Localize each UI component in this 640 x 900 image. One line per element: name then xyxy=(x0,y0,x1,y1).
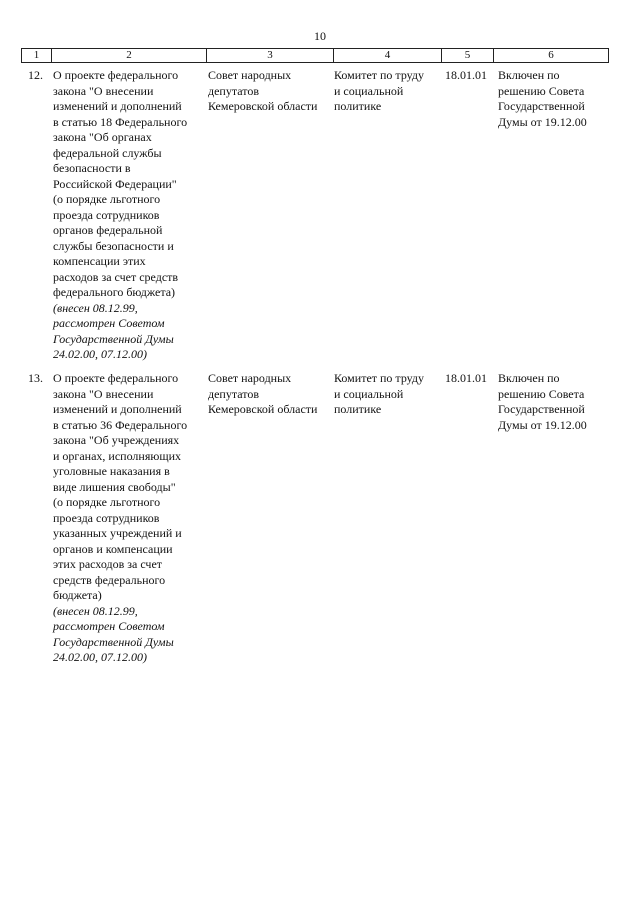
entry-date: 18.01.01 xyxy=(445,68,487,82)
bill-title-line: федеральной службы xyxy=(53,145,162,160)
bill-title-line: (о порядке льготного xyxy=(53,495,161,509)
bill-title-line: федерального бюджета) xyxy=(53,285,176,299)
bill-title-line: (о порядке льготного xyxy=(53,192,161,206)
entry-status-line: Включен по xyxy=(498,68,560,82)
committee-line: политике xyxy=(334,402,382,416)
bill-title-line: виде лишения свободы" xyxy=(53,479,176,494)
bill-author-line: депутатов xyxy=(208,386,260,401)
entry-status-line: решению Совета xyxy=(498,83,585,98)
bill-title xyxy=(53,68,203,363)
bill-title-line: в статью 18 Федерального xyxy=(53,114,188,129)
table-header xyxy=(21,48,609,63)
bill-title-line: Российской Федерации" xyxy=(53,176,177,191)
entry-status-line: Государственной xyxy=(498,402,585,416)
committee xyxy=(334,68,439,115)
committee-line: и социальной xyxy=(334,386,404,401)
bill-title-line: О проекте федерального xyxy=(53,68,179,82)
bill-note-line: (внесен 08.12.99, xyxy=(53,603,138,618)
bill-title-line: органов и компенсации xyxy=(53,541,173,556)
bill-note-line: Государственной Думы xyxy=(53,634,174,649)
bill-title-line: проезда сотрудников xyxy=(53,207,160,222)
bill-note-line: рассмотрен Советом xyxy=(53,316,165,330)
bill-author xyxy=(208,371,330,418)
bill-title-line: закона "О внесении xyxy=(53,386,154,401)
bill-title-line: закона "Об органах xyxy=(53,130,152,144)
entry-status xyxy=(498,371,610,433)
committee xyxy=(334,371,439,418)
header-col-4: 4 xyxy=(333,49,441,62)
entry-number: 12. xyxy=(28,68,43,82)
entry-status-line: Включен по xyxy=(498,371,560,385)
committee-line: политике xyxy=(334,99,382,113)
page-number: 10 xyxy=(314,29,326,43)
bill-note-line: (внесен 08.12.99, xyxy=(53,300,138,315)
header-col-3: 3 xyxy=(206,49,333,62)
header-col-1: 1 xyxy=(33,49,40,61)
bill-title-line: органов федеральной xyxy=(53,223,163,237)
header-col-2: 2 xyxy=(51,49,206,62)
committee-line: Комитет по труду xyxy=(334,371,425,385)
bill-title xyxy=(53,371,203,666)
bill-title-line: средств федерального xyxy=(53,572,166,587)
entry-status xyxy=(498,68,610,130)
bill-author-line: Совет народных xyxy=(208,68,292,82)
bill-author xyxy=(208,68,330,115)
bill-title-line: изменений и дополнений xyxy=(53,99,182,113)
bill-title-line: изменений и дополнений xyxy=(53,402,182,416)
bill-title-line: и органах, исполняющих xyxy=(53,448,181,463)
bill-title-line: в статью 36 Федерального xyxy=(53,417,188,432)
bill-title-line: О проекте федерального xyxy=(53,371,179,385)
bill-title-line: бюджета) xyxy=(53,588,102,602)
bill-note-line: рассмотрен Советом xyxy=(53,619,165,633)
bill-note-line: 24.02.00, 07.12.00) xyxy=(53,347,147,361)
entry-status-line: Государственной xyxy=(498,99,585,113)
entry-date: 18.01.01 xyxy=(445,371,487,385)
committee-line: и социальной xyxy=(334,83,404,98)
entry-status-line: решению Совета xyxy=(498,386,585,401)
entry-status-line: Думы от 19.12.00 xyxy=(498,114,587,129)
bill-title-line: безопасности в xyxy=(53,161,131,175)
bill-author-line: Совет народных xyxy=(208,371,292,385)
entry-number: 13. xyxy=(28,371,43,385)
bill-author-line: Кемеровской области xyxy=(208,99,318,113)
bill-title-line: уголовные наказания в xyxy=(53,464,170,478)
bill-author-line: депутатов xyxy=(208,83,260,98)
bill-note-line: 24.02.00, 07.12.00) xyxy=(53,650,147,664)
committee-line: Комитет по труду xyxy=(334,68,425,82)
bill-title-line: указанных учреждений и xyxy=(53,526,182,540)
bill-note-line: Государственной Думы xyxy=(53,331,174,346)
bill-title-line: проезда сотрудников xyxy=(53,510,160,525)
bill-title-line: службы безопасности и xyxy=(53,238,174,253)
bill-author-line: Кемеровской области xyxy=(208,402,318,416)
header-col-6: 6 xyxy=(493,49,608,62)
bill-title-line: закона "Об учреждениях xyxy=(53,433,180,447)
bill-title-line: компенсации этих xyxy=(53,254,146,268)
entry-status-line: Думы от 19.12.00 xyxy=(498,417,587,432)
bill-title-line: закона "О внесении xyxy=(53,83,154,98)
bill-title-line: этих расходов за счет xyxy=(53,557,163,571)
header-col-5: 5 xyxy=(441,49,493,62)
bill-title-line: расходов за счет средств xyxy=(53,269,179,284)
